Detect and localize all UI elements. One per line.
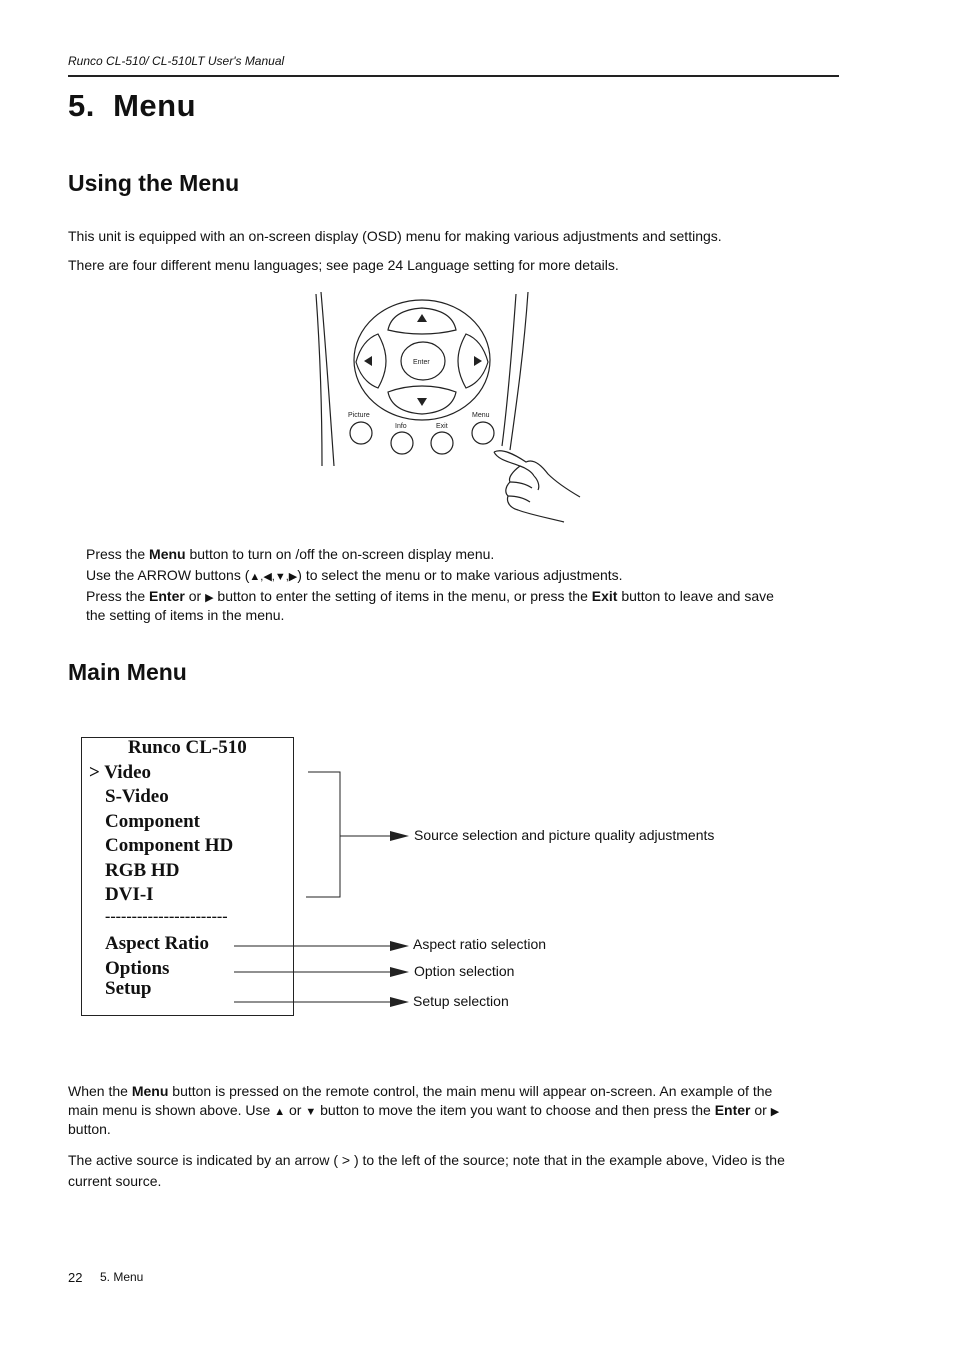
menu-label: Menu — [472, 412, 490, 419]
osd-item-svideo: S-Video — [105, 786, 169, 807]
picture-label: Picture — [348, 412, 370, 419]
exit-label: Exit — [436, 423, 448, 430]
instruction-line-3: Press the Enter or ▶ button to enter the setting of items in the menu, or press the Exit button to leave and save — [86, 588, 774, 604]
osd-item-video: > Video — [89, 762, 152, 783]
callout-source: Source selection and picture quality adjustments — [414, 827, 715, 843]
instruction-line-2: Use the ARROW buttons (▲,◀,▼,▶) to select the menu or to make various adjustments. — [86, 567, 623, 583]
info-label: Info — [395, 423, 407, 430]
active-source-line-2: current source. — [68, 1173, 162, 1189]
callout-option: Option selection — [414, 963, 515, 979]
osd-item-component-hd: Component HD — [105, 835, 234, 856]
section-title-main-menu: Main Menu — [68, 659, 187, 685]
osd-item-rgb-hd: RGB HD — [105, 860, 180, 881]
enter-label: Enter — [413, 359, 430, 366]
page-number: 22 — [68, 1270, 83, 1285]
callout-aspect: Aspect ratio selection — [413, 936, 547, 952]
osd-separator: ----------------------- — [105, 908, 228, 925]
osd-item-component: Component — [105, 811, 201, 832]
osd-item-dvi: DVI-I — [105, 884, 154, 905]
footer-section: 5. Menu — [100, 1270, 144, 1284]
active-source-line-1: The active source is indicated by an arrow ( > ) to the left of the source; note that in the example above, Video is the — [68, 1152, 785, 1168]
arrow-symbols: ▲,◀,▼,▶ — [249, 571, 298, 583]
section-title-using-menu: Using the Menu — [68, 170, 240, 196]
main-menu-paragraph-line-1: When the Menu button is pressed on the remote control, the main menu will appear on-screen. An example of the — [68, 1083, 773, 1099]
callout-setup: Setup selection — [413, 993, 509, 1009]
right-arrow-icon: ▶ — [205, 592, 214, 604]
main-menu-paragraph-line-3: button. — [68, 1121, 111, 1137]
down-arrow-icon: ▼ — [305, 1106, 317, 1118]
osd-title: Runco CL-510 — [128, 737, 247, 758]
instruction-line-4: the setting of items in the menu. — [86, 607, 285, 623]
main-menu-paragraph-line-2: main menu is shown above. Use ▲ or ▼ button to move the item you want to choose and then press the Enter or ▶ — [68, 1102, 780, 1118]
right-arrow-icon: ▶ — [770, 1106, 780, 1118]
language-paragraph: There are four different menu languages; see page 24 Language setting for more details. — [68, 257, 619, 273]
osd-item-setup: Setup — [105, 978, 152, 999]
intro-paragraph: This unit is equipped with an on-screen display (OSD) menu for making various adjustments and settings. — [68, 228, 722, 244]
osd-item-options: Options — [105, 958, 170, 979]
instruction-line-1: Press the Menu button to turn on /off the on-screen display menu. — [86, 546, 495, 562]
chapter-title: 5. Menu — [68, 88, 197, 123]
osd-item-aspect-ratio: Aspect Ratio — [105, 933, 209, 954]
up-arrow-icon: ▲ — [274, 1106, 286, 1118]
running-header: Runco CL-510/ CL-510LT User's Manual — [68, 54, 285, 68]
